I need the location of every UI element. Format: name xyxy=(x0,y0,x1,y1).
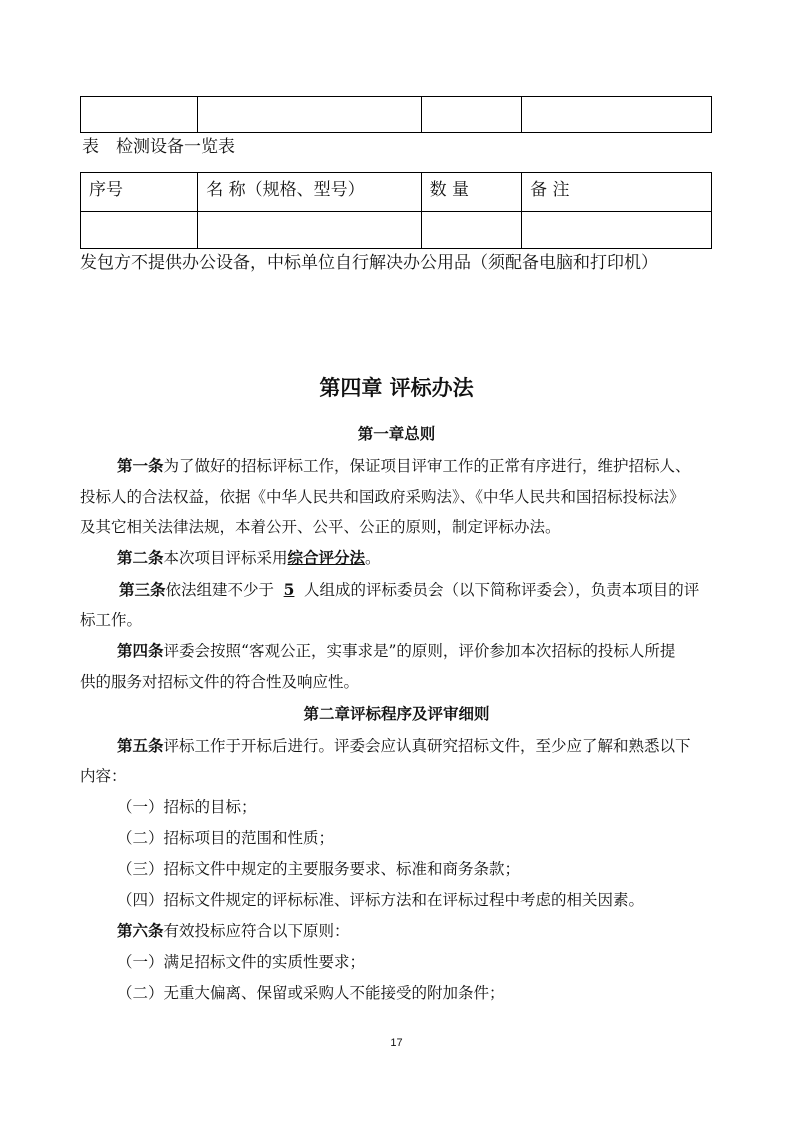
article-text: 本次项目评标采用 xyxy=(163,549,288,567)
article-1-line-3: 及其它相关法律法规，本着公开、公平、公正的原则，制定评标办法。 xyxy=(80,518,561,536)
header-cell-index: 序号 xyxy=(81,173,198,212)
article-text: 有效投标应符合以下原则： xyxy=(163,922,350,940)
header-cell-name: 名 称（规格、型号） xyxy=(198,173,421,212)
article-label: 第二条 xyxy=(117,548,164,567)
article-6 xyxy=(117,921,350,941)
article-3-line-1 xyxy=(119,580,699,600)
table-cell xyxy=(522,97,712,133)
list-item: （二）无重大偏离、保留或采购人不能接受的附加条件； xyxy=(117,984,505,1002)
article-1-line-2: 投标人的合法权益，依据《中华人民共和国政府采购法》、《中华人民共和国招标投标法》 xyxy=(80,488,685,506)
table-cell xyxy=(198,212,421,249)
article-text: 评标工作于开标后进行。评委会应认真研究招标文件，至少应了解和熟悉以下 xyxy=(163,737,691,755)
article-3-line-2: 标工作。 xyxy=(80,611,143,629)
section-title-procedure: 第二章评标程序及评审细则 xyxy=(303,704,490,723)
article-text: 人组成的评标委员会（以下简称评委会），负责本项目的评 xyxy=(304,581,700,599)
article-5-line-2: 内容： xyxy=(80,767,127,785)
list-item: （三）招标文件中规定的主要服务要求、标准和商务条款； xyxy=(117,860,521,878)
section-title-general: 第一章总则 xyxy=(357,424,436,443)
table-cell xyxy=(81,97,198,133)
previous-table-fragment xyxy=(80,96,712,133)
article-text: 为了做好的招标评标工作，保证项目评审工作的正常有序进行，维护招标人、 xyxy=(163,457,691,475)
article-4-line-1 xyxy=(117,641,675,661)
table-cell xyxy=(81,212,198,249)
list-item: （二）招标项目的范围和性质； xyxy=(117,829,335,847)
table-row xyxy=(81,97,712,133)
office-equipment-note: 发包方不提供办公设备，中标单位自行解决办公用品（须配备电脑和打印机） xyxy=(80,253,658,273)
article-label: 第五条 xyxy=(117,736,164,755)
table-row xyxy=(81,212,712,249)
page-number: 17 xyxy=(390,1037,403,1049)
header-cell-quantity: 数 量 xyxy=(421,173,522,212)
article-label: 第一条 xyxy=(117,456,164,475)
equipment-table xyxy=(80,172,712,249)
article-label: 第六条 xyxy=(117,921,164,940)
list-item: （四）招标文件规定的评标标准、评标方法和在评标过程中考虑的相关因素。 xyxy=(117,891,645,909)
committee-size: 5 xyxy=(283,580,295,599)
article-4-line-2: 供的服务对招标文件的符合性及响应性。 xyxy=(80,673,360,691)
table-cell xyxy=(421,212,522,249)
article-text: 评委会按照“客观公正，实事求是”的原则，评价参加本次招标的投标人所提 xyxy=(163,642,676,660)
table-caption: 表 检测设备一览表 xyxy=(82,137,235,157)
article-5-line-1 xyxy=(117,736,691,756)
article-1-line-1 xyxy=(117,456,691,476)
table-cell xyxy=(198,97,421,133)
list-item: （一）满足招标文件的实质性要求； xyxy=(117,953,366,971)
article-label: 第四条 xyxy=(117,641,164,660)
chapter-title: 第四章 评标办法 xyxy=(319,375,474,400)
article-2 xyxy=(117,548,381,568)
evaluation-method: 综合评分法 xyxy=(287,548,366,567)
article-text: 。 xyxy=(365,549,381,567)
table-header-row xyxy=(81,173,712,212)
article-text: 依法组建不少于 xyxy=(165,581,275,599)
list-item: （一）招标的目标； xyxy=(117,798,257,816)
table-cell xyxy=(421,97,522,133)
table-cell xyxy=(522,212,712,249)
header-cell-remarks: 备 注 xyxy=(522,173,712,212)
article-label: 第三条 xyxy=(119,580,166,599)
